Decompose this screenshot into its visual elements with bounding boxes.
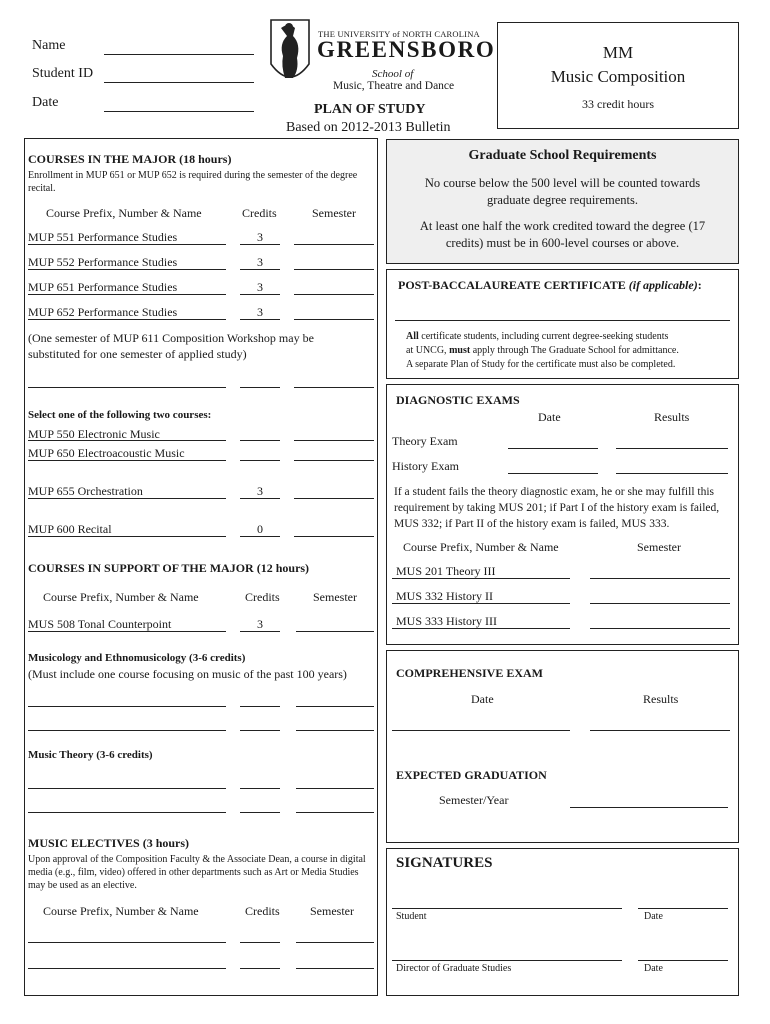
major-row-credits: 3 — [257, 280, 263, 294]
comprehensive-col-results: Results — [643, 692, 679, 706]
comprehensive-col-date: Date — [471, 692, 494, 706]
semester-field[interactable] — [294, 387, 374, 388]
diagnostic-title: DIAGNOSTIC EXAMS — [396, 393, 520, 407]
credits-field[interactable] — [240, 968, 280, 969]
major-row-course: MUP 652 Performance Studies — [28, 305, 178, 319]
history-exam-date[interactable] — [508, 473, 598, 474]
course-field[interactable] — [28, 730, 226, 731]
semester-field[interactable] — [296, 706, 374, 707]
post-bacc-note-line2: at UNCG, must apply through The Graduate School for admittance. — [406, 345, 679, 356]
major-row-credits: 3 — [257, 305, 263, 319]
director-signature-label: Director of Graduate Studies — [396, 963, 512, 974]
plan-title: PLAN OF STUDY — [314, 102, 426, 117]
semester-field[interactable] — [296, 788, 374, 789]
orchestration-credits: 3 — [257, 484, 263, 498]
orchestration-course: MUP 655 Orchestration — [28, 484, 143, 498]
semester-field[interactable] — [296, 631, 374, 632]
support-title: COURSES IN SUPPORT OF THE MAJOR (12 hours) — [28, 561, 310, 575]
semester-field[interactable] — [296, 812, 374, 813]
history-exam-label: History Exam — [392, 459, 459, 473]
musicology-title: Musicology and Ethnomusicology (3-6 credits) — [28, 652, 246, 664]
logo-school-of: School of — [372, 68, 414, 80]
post-bacc-title: POST-BACCALAUREATE CERTIFICATE (if applicable): — [398, 278, 702, 292]
post-bacc-note-line3: A separate Plan of Study for the certificate must also be completed. — [406, 359, 676, 370]
student-id-field[interactable] — [104, 82, 254, 83]
credits-field[interactable] — [240, 812, 280, 813]
electives-col-course: Course Prefix, Number & Name — [43, 904, 199, 918]
signatures-title: SIGNATURES — [396, 855, 493, 871]
credits-field[interactable] — [240, 706, 280, 707]
logo-school-name: Music, Theatre and Dance — [333, 80, 455, 92]
course-field[interactable] — [28, 387, 226, 388]
credits-field[interactable] — [240, 440, 280, 441]
support-col-course: Course Prefix, Number & Name — [43, 590, 199, 604]
name-label: Name — [32, 38, 66, 53]
electives-note: Upon approval of the Composition Faculty & the Associate Dean, a course in digital media (e.g., film, video) offered in other departments such as Art or Media Studies may be used as an elective. — [28, 854, 366, 891]
remedial-course: MUS 332 History II — [396, 589, 494, 603]
grad-req-p1: No course below the 500 level will be counted towards graduate degree requirements. — [424, 176, 701, 207]
semester-field[interactable] — [296, 730, 374, 731]
theory-exam-label: Theory Exam — [392, 434, 458, 448]
certificate-field[interactable] — [395, 320, 730, 321]
bulletin-year: Based on 2012-2013 Bulletin — [286, 120, 451, 135]
credits-field[interactable] — [240, 460, 280, 461]
diagnostic-col-semester: Semester — [637, 540, 681, 554]
diagnostic-col-date: Date — [538, 410, 561, 424]
semester-field[interactable] — [294, 536, 374, 537]
electives-title: MUSIC ELECTIVES (3 hours) — [28, 836, 190, 850]
comprehensive-title: COMPREHENSIVE EXAM — [396, 666, 544, 680]
theory-exam-date[interactable] — [508, 448, 598, 449]
electives-col-credits: Credits — [245, 904, 280, 918]
credit-hours: 33 credit hours — [582, 97, 654, 111]
theory-title: Music Theory (3-6 credits) — [28, 749, 153, 761]
major-row-credits: 3 — [257, 230, 263, 244]
select-option: MUP 550 Electronic Music — [28, 427, 160, 441]
recital-credits: 0 — [257, 522, 263, 536]
date-label: Date — [32, 95, 59, 110]
support-col-semester: Semester — [313, 590, 357, 604]
comprehensive-date-field[interactable] — [392, 730, 570, 731]
remedial-course: MUS 201 Theory III — [396, 564, 496, 578]
comprehensive-results-field[interactable] — [590, 730, 730, 731]
program-name: Music Composition — [550, 67, 686, 86]
major-col-credits: Credits — [242, 206, 277, 220]
post-bacc-note-line1: All certificate students, including current degree-seeking students — [406, 331, 669, 342]
diagnostic-col-course: Course Prefix, Number & Name — [403, 540, 559, 554]
remedial-course: MUS 333 History III — [396, 614, 497, 628]
musicology-note: (Must include one course focusing on music of the past 100 years) — [28, 667, 347, 681]
credits-field[interactable] — [240, 387, 280, 388]
select-title: Select one of the following two courses: — [28, 409, 212, 421]
logo-university-line: THE UNIVERSITY of NORTH CAROLINA — [318, 29, 480, 39]
semester-field[interactable] — [590, 603, 730, 604]
credits-field[interactable] — [240, 788, 280, 789]
semester-field[interactable] — [590, 628, 730, 629]
credits-field[interactable] — [240, 730, 280, 731]
semester-field[interactable] — [294, 244, 374, 245]
director-date-field[interactable] — [638, 960, 728, 961]
select-option: MUP 650 Electroacoustic Music — [28, 446, 185, 460]
name-field[interactable] — [104, 54, 254, 55]
degree-label: MM — [602, 43, 634, 62]
major-col-semester: Semester — [312, 206, 356, 220]
major-note: Enrollment in MUP 651 or MUP 652 is required during the semester of the degree recital. — [28, 170, 358, 194]
support-row-credits: 3 — [257, 617, 263, 631]
director-signature-field[interactable] — [392, 960, 622, 961]
semester-field[interactable] — [294, 269, 374, 270]
semester-field[interactable] — [294, 498, 374, 499]
course-field[interactable] — [28, 968, 226, 969]
major-row-course: MUP 552 Performance Studies — [28, 255, 178, 269]
major-row-course: MUP 551 Performance Studies — [28, 230, 178, 244]
logo-greensboro: GREENSBORO — [317, 37, 496, 62]
substitution-note: (One semester of MUP 611 Composition Workshop may be substituted for one semester of applied study) — [28, 331, 314, 361]
student-id-label: Student ID — [32, 66, 94, 81]
program-box — [497, 22, 739, 129]
course-field[interactable] — [28, 788, 226, 789]
major-title: COURSES IN THE MAJOR (18 hours) — [28, 152, 232, 166]
major-row-credits: 3 — [257, 255, 263, 269]
theory-exam-results[interactable] — [616, 448, 728, 449]
electives-col-semester: Semester — [310, 904, 354, 918]
course-field[interactable] — [28, 706, 226, 707]
grad-req-p2: At least one half the work credited toward the degree (17 credits) must be in 600-level courses or above. — [419, 219, 706, 250]
semester-field[interactable] — [294, 294, 374, 295]
semester-field[interactable] — [294, 460, 374, 461]
student-signature-field[interactable] — [392, 908, 622, 909]
student-date-field[interactable] — [638, 908, 728, 909]
course-field[interactable] — [28, 942, 226, 943]
diagnostic-col-results: Results — [654, 410, 690, 424]
history-exam-results[interactable] — [616, 473, 728, 474]
course-field[interactable] — [28, 812, 226, 813]
diagnostic-note: If a student fails the theory diagnostic exam, he or she may fulfill this requirement by taking MUS 201; if Part I of the history exam is failed, MUS 332; if Part II of the history exam is failed, MUS 333. — [394, 486, 720, 530]
date-field[interactable] — [104, 111, 254, 112]
graduation-label: Semester/Year — [439, 793, 509, 807]
semester-field[interactable] — [296, 942, 374, 943]
support-row-course: MUS 508 Tonal Counterpoint — [28, 617, 172, 631]
grad-requirements-box — [386, 139, 739, 264]
credits-field[interactable] — [240, 942, 280, 943]
major-row-course: MUP 651 Performance Studies — [28, 280, 178, 294]
recital-course: MUP 600 Recital — [28, 522, 112, 536]
semester-field[interactable] — [294, 319, 374, 320]
director-date-label: Date — [644, 963, 663, 974]
grad-req-title: Graduate School Requirements — [468, 148, 657, 163]
university-seal-logo — [269, 18, 311, 88]
graduation-field[interactable] — [570, 807, 728, 808]
semester-field[interactable] — [296, 968, 374, 969]
semester-field[interactable] — [294, 440, 374, 441]
semester-field[interactable] — [590, 578, 730, 579]
student-date-label: Date — [644, 911, 663, 922]
graduation-title: EXPECTED GRADUATION — [396, 768, 547, 782]
student-signature-label: Student — [396, 911, 427, 922]
major-col-course: Course Prefix, Number & Name — [46, 206, 202, 220]
support-col-credits: Credits — [245, 590, 280, 604]
